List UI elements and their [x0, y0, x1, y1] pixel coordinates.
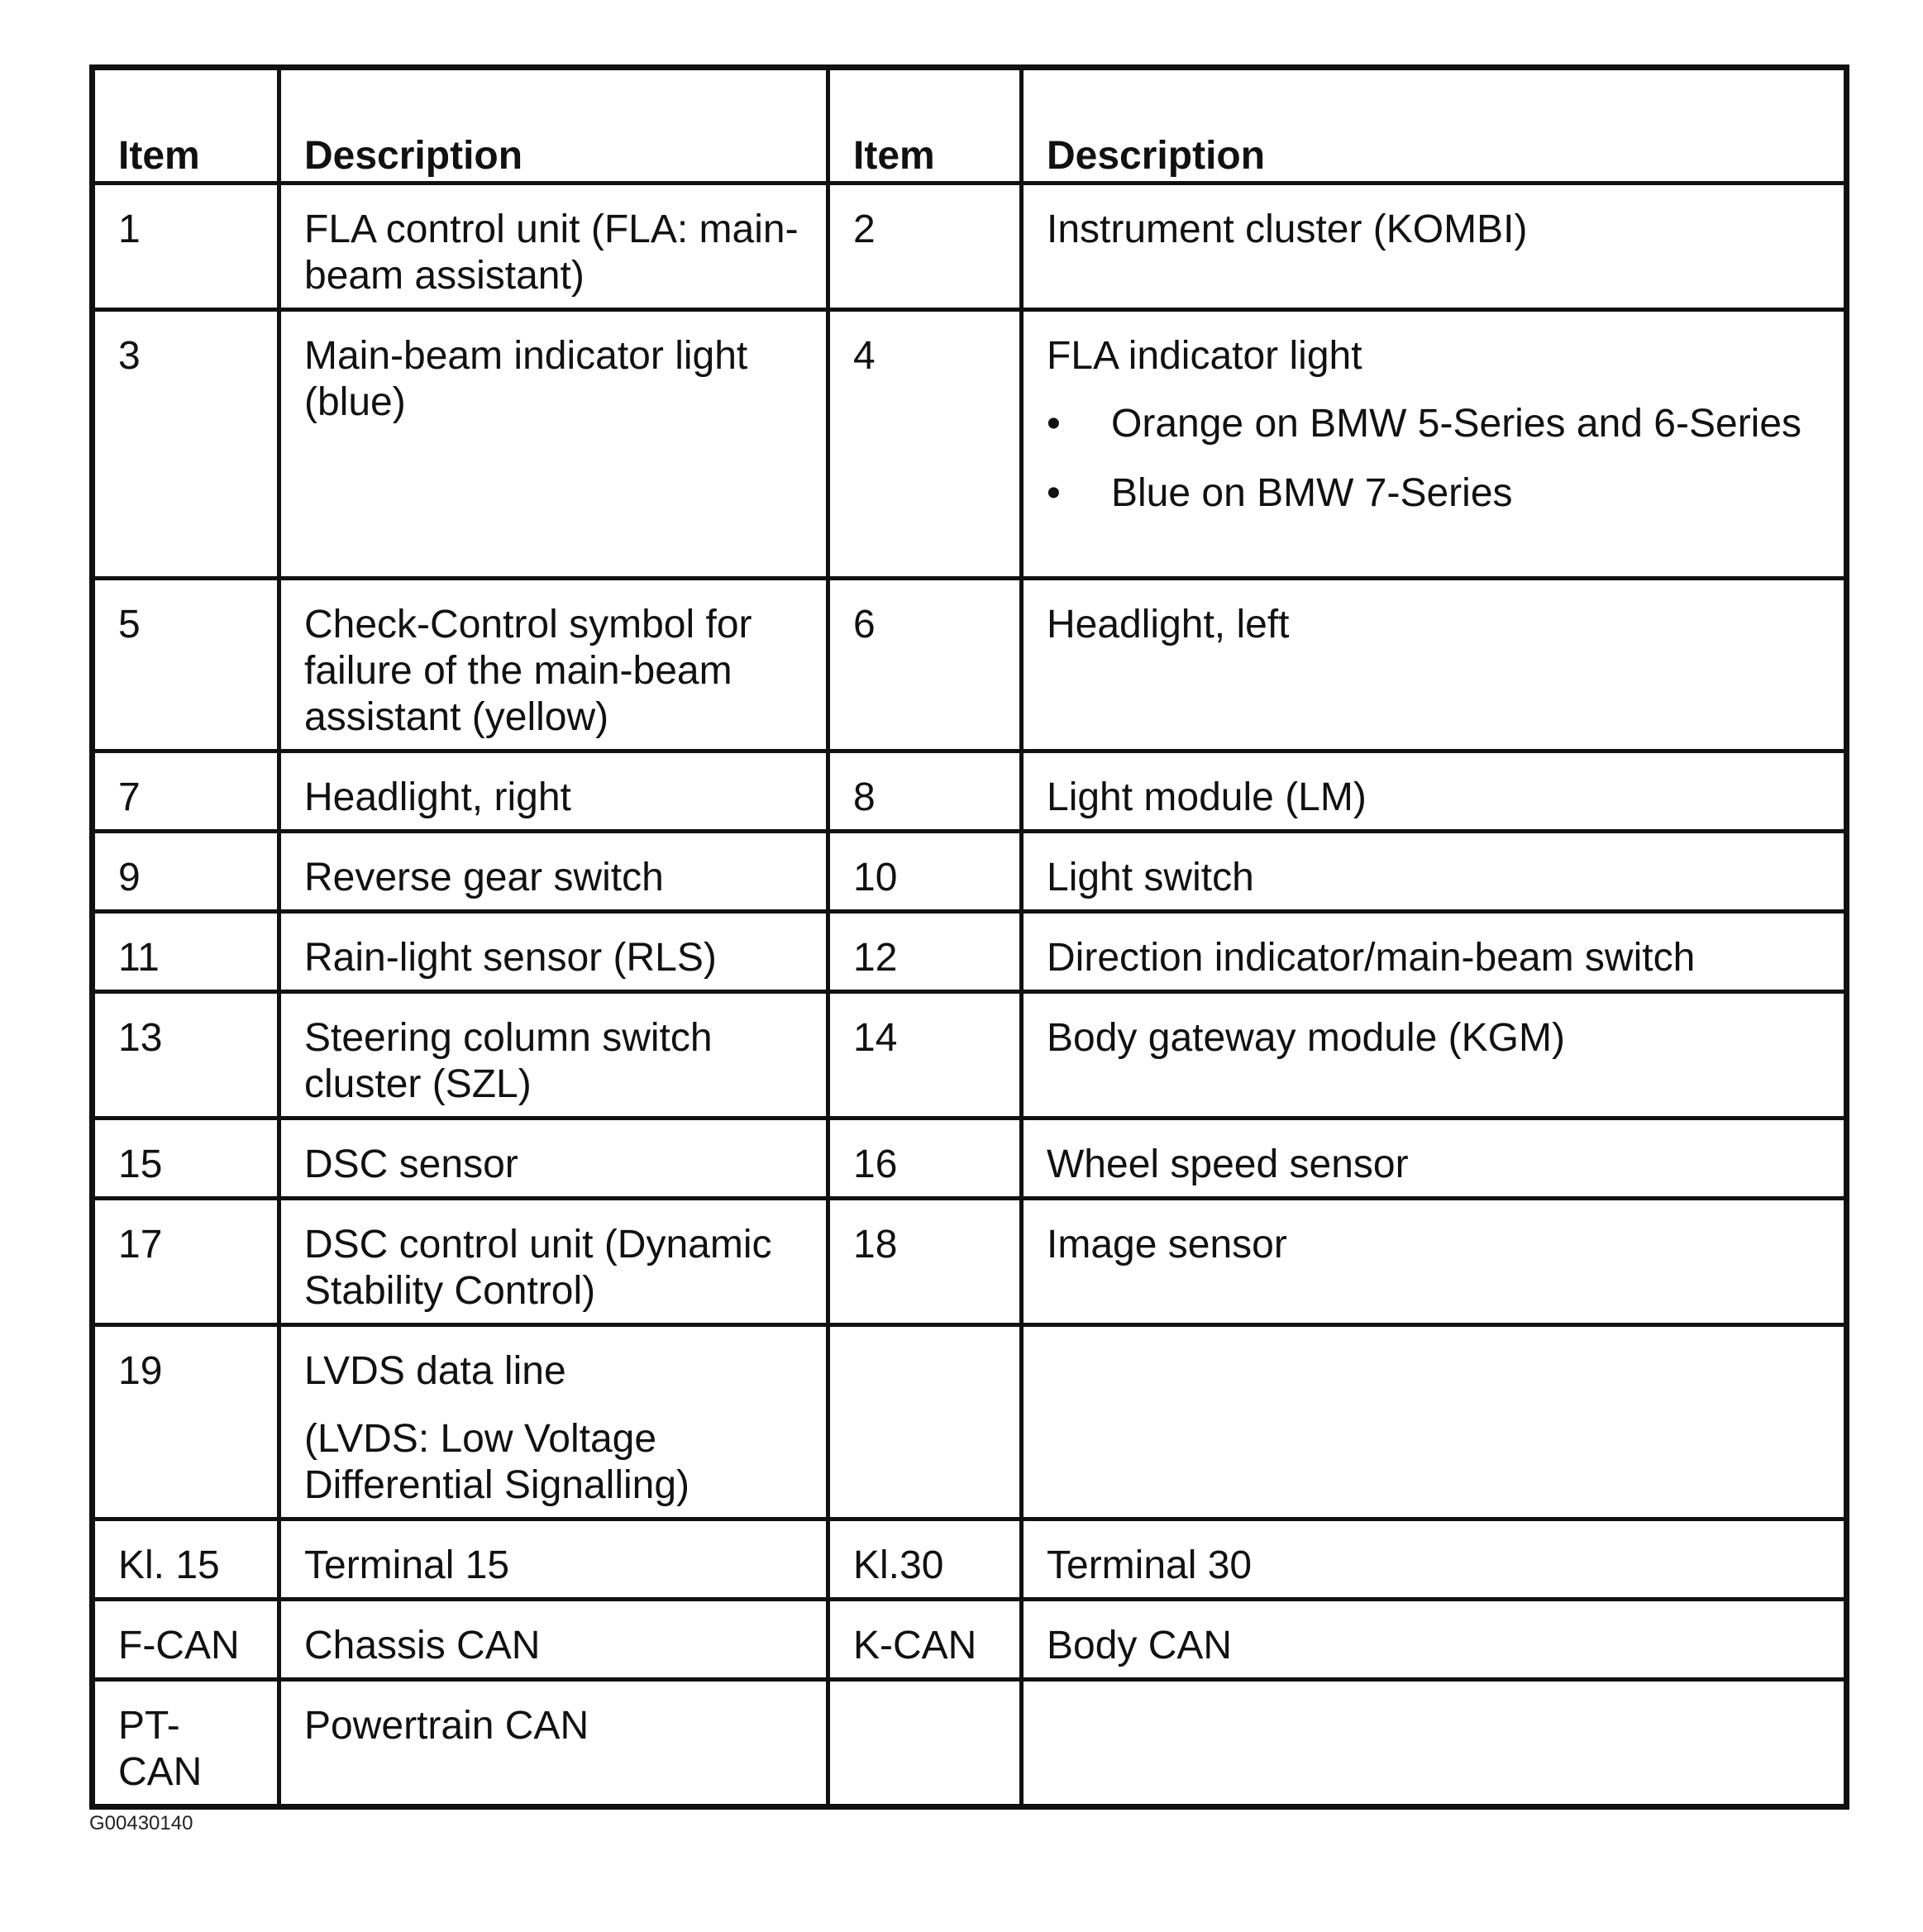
item-number-text: K-CAN: [853, 1624, 977, 1667]
item-description-text: DSC control unit (Dynamic Stability Control): [304, 1223, 772, 1313]
item-description-cell: [1022, 751, 1847, 832]
item-description-cell: [1022, 1600, 1847, 1680]
item-description-cell: [1022, 579, 1847, 751]
item-number-text: 14: [853, 1016, 898, 1060]
item-number-cell: [93, 992, 279, 1119]
item-number-cell: [828, 1325, 1022, 1519]
item-number-cell: [93, 1199, 279, 1325]
item-number-cell: [93, 1325, 279, 1519]
item-number-text: 5: [118, 603, 141, 646]
table-row: [93, 832, 1847, 912]
header-description-right: Description: [1022, 68, 1847, 184]
description-bullet-item: • Blue on BMW 7-Series: [1047, 470, 1822, 517]
item-description-cell: [1022, 1519, 1847, 1600]
item-description-text: Chassis CAN: [304, 1624, 541, 1667]
item-number-cell: [93, 1519, 279, 1600]
header-description-left: Description: [279, 68, 828, 184]
item-number-cell: [828, 1199, 1022, 1325]
item-description-text: Body gateway module (KGM): [1047, 1016, 1565, 1060]
item-number-text: 3: [118, 334, 141, 378]
item-description-text: FLA indicator light: [1047, 334, 1362, 378]
item-number-cell: [828, 579, 1022, 751]
item-description-cell: [1022, 1199, 1847, 1325]
item-description-text: Powertrain CAN: [304, 1704, 589, 1748]
item-description-text: Headlight, left: [1047, 603, 1290, 646]
item-number-text: 16: [853, 1143, 898, 1186]
item-description-text: Light switch: [1047, 856, 1254, 899]
item-description-cell: [1022, 832, 1847, 912]
item-description-text: Headlight, right: [304, 775, 571, 819]
item-description-cell: [1022, 310, 1847, 579]
description-bullet-item: • Orange on BMW 5-Series and 6-Series: [1047, 401, 1822, 447]
item-number-text: PT-CAN: [118, 1704, 203, 1794]
item-description-cell: [1022, 992, 1847, 1119]
table-row: [93, 1600, 1847, 1680]
item-description-cell: [279, 1600, 828, 1680]
table-row: [93, 579, 1847, 751]
item-number-text: 8: [853, 775, 876, 819]
item-number-cell: [93, 579, 279, 751]
item-description-text: Wheel speed sensor: [1047, 1143, 1409, 1186]
item-number-cell: [93, 912, 279, 992]
item-number-text: 4: [853, 334, 876, 378]
figure-id: G00430140: [89, 1812, 193, 1834]
item-description-cell: [279, 832, 828, 912]
item-description-text: Terminal 15: [304, 1543, 510, 1587]
item-description-text: Body CAN: [1047, 1624, 1233, 1667]
item-description-cell: [279, 992, 828, 1119]
item-description-cell: [279, 1199, 828, 1325]
item-number-text: 15: [118, 1143, 163, 1186]
item-number-cell: [828, 1519, 1022, 1600]
item-number-text: 19: [118, 1349, 163, 1393]
table-row: [93, 1325, 1847, 1519]
item-description-cell: [279, 912, 828, 992]
table-row: [93, 1119, 1847, 1199]
item-description-cell: [1022, 184, 1847, 310]
description-bullet-list: [1047, 401, 1822, 517]
table-row: [93, 310, 1847, 579]
item-number-cell: [93, 751, 279, 832]
item-number-cell: [828, 1680, 1022, 1807]
item-number-cell: [828, 184, 1022, 310]
table-row: [93, 751, 1847, 832]
item-number-text: 7: [118, 775, 141, 819]
item-description-text: FLA control unit (FLA: main-beam assistant): [304, 208, 799, 298]
item-description-cell: [279, 751, 828, 832]
table-row: [93, 184, 1847, 310]
item-description-cell: [1022, 1119, 1847, 1199]
item-description-note: (LVDS: Low Voltage Differential Signalling): [304, 1417, 690, 1507]
item-description-text: Image sensor: [1047, 1223, 1287, 1267]
table-row: [93, 1680, 1847, 1807]
item-number-cell: [828, 832, 1022, 912]
item-description-cell: [279, 1119, 828, 1199]
item-number-text: 11: [118, 936, 160, 980]
item-number-cell: [828, 992, 1022, 1119]
item-description-text: Direction indicator/main-beam switch: [1047, 936, 1696, 980]
item-description-cell: [1022, 1680, 1847, 1807]
item-number-text: 6: [853, 603, 876, 646]
item-number-text: 10: [853, 856, 898, 899]
item-number-cell: [93, 184, 279, 310]
item-description-text: LVDS data line: [304, 1349, 566, 1393]
item-number-text: F-CAN: [118, 1624, 240, 1667]
table-header-row: [93, 68, 1847, 184]
header-item-right: Item: [828, 68, 1022, 184]
item-number-cell: [828, 912, 1022, 992]
item-number-text: 13: [118, 1016, 163, 1060]
item-description-cell: [279, 1325, 828, 1519]
component-legend-table: [89, 64, 1849, 1810]
item-description-text: Reverse gear switch: [304, 856, 664, 899]
item-description-cell: [279, 1680, 828, 1807]
header-item-left: Item: [93, 68, 279, 184]
item-description-text: Check-Control symbol for failure of the main-beam assistant (yellow): [304, 603, 752, 739]
item-number-cell: [828, 1119, 1022, 1199]
item-number-cell: [93, 1600, 279, 1680]
table-row: [93, 912, 1847, 992]
item-number-text: 2: [853, 208, 876, 251]
item-number-text: Kl.30: [853, 1543, 944, 1587]
item-description-text: Main-beam indicator light (blue): [304, 334, 748, 424]
item-number-cell: [93, 310, 279, 579]
item-number-cell: [93, 1119, 279, 1199]
item-description-text: Instrument cluster (KOMBI): [1047, 208, 1528, 251]
item-number-text: 18: [853, 1223, 898, 1267]
item-description-text: Rain-light sensor (RLS): [304, 936, 717, 980]
item-number-text: Kl. 15: [118, 1543, 220, 1587]
item-description-text: Steering column switch cluster (SZL): [304, 1016, 713, 1106]
item-number-cell: [93, 1680, 279, 1807]
table-row: [93, 1519, 1847, 1600]
item-number-text: 17: [118, 1223, 163, 1267]
item-description-cell: [279, 1519, 828, 1600]
item-description-cell: [279, 310, 828, 579]
item-description-text: DSC sensor: [304, 1143, 518, 1186]
item-number-cell: [828, 751, 1022, 832]
item-description-text: Light module (LM): [1047, 775, 1367, 819]
table-row: [93, 1199, 1847, 1325]
item-description-cell: [1022, 1325, 1847, 1519]
item-number-cell: [828, 310, 1022, 579]
table-row: [93, 992, 1847, 1119]
item-number-cell: [828, 1600, 1022, 1680]
item-number-text: 12: [853, 936, 898, 980]
item-number-text: 1: [118, 208, 141, 251]
item-description-cell: [1022, 912, 1847, 992]
table-body: [93, 184, 1847, 1807]
item-description-cell: [279, 579, 828, 751]
item-number-text: 9: [118, 856, 141, 899]
item-description-text: Terminal 30: [1047, 1543, 1253, 1587]
item-number-cell: [93, 832, 279, 912]
item-description-cell: [279, 184, 828, 310]
